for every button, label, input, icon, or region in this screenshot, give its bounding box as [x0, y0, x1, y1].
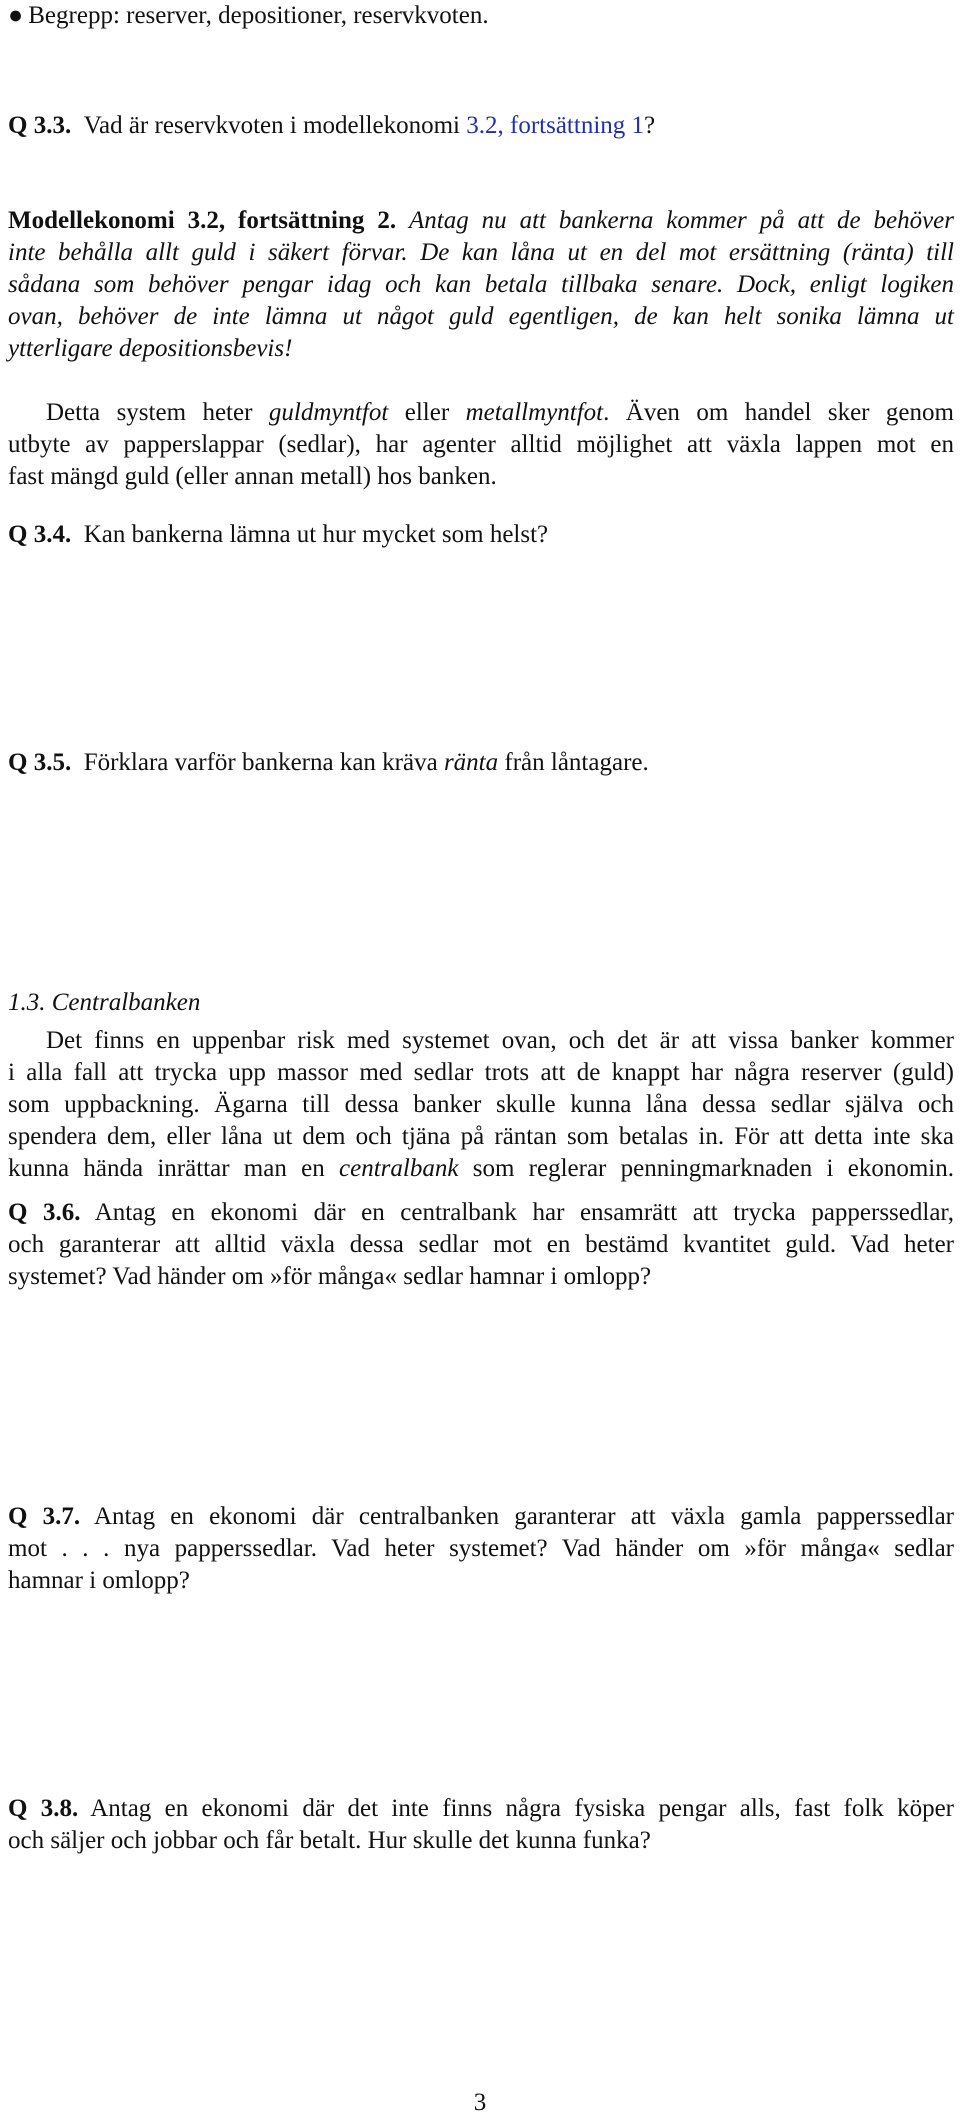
- question-text-line: systemet? Vad händer om »för många« sedlar hamnar i omlopp?: [8, 1263, 652, 1290]
- centralbank-text-line: spendera dem, eller låna ut dem och tjäna på räntan som betalas in. För att detta inte ska: [8, 1123, 954, 1150]
- system-text-line: fast mängd guld (eller annan metall) hos banken.: [8, 463, 497, 490]
- centralbank-text-line: Det finns en uppenbar risk med systemet ovan, och det är att vissa banker kommer: [46, 1027, 954, 1054]
- question-text: Vad är reservkvoten i modellekonomi: [83, 112, 467, 139]
- system-paragraph: [8, 397, 954, 493]
- model-text-line: ytterligare depositionsbevis!: [8, 335, 293, 362]
- question-term: ränta: [443, 749, 499, 776]
- question-label: Q 3.8.: [8, 1795, 79, 1822]
- question-3-3: [8, 110, 954, 142]
- question-text-end: ?: [644, 112, 656, 139]
- centralbank-text-line: i alla fall att trycka upp massor med sedlar trots att de knappt har några reserver (guld): [8, 1059, 954, 1086]
- system-term: metallmyntfot: [465, 399, 604, 426]
- question-text: Förklara varför bankerna kan kräva: [83, 749, 444, 776]
- centralbank-term: centralbank: [339, 1155, 459, 1182]
- system-text: eller: [388, 399, 466, 426]
- section-1-3-heading: [8, 987, 954, 1019]
- concepts-bullet: [8, 0, 954, 32]
- question-text-line: hamnar i omlopp?: [8, 1567, 190, 1594]
- system-text: . Även om handel sker genom: [603, 399, 954, 426]
- question-3-8: [8, 1793, 954, 1857]
- system-term: guldmyntfot: [268, 399, 389, 426]
- centralbank-text: kunna hända inrättar man en: [8, 1155, 340, 1182]
- question-label: Q 3.6.: [8, 1199, 81, 1226]
- question-text: Antag en ekonomi där en centralbank har ensamrätt att trycka papperssedlar,: [94, 1199, 955, 1226]
- question-label: Q 3.4.: [8, 521, 72, 548]
- centralbank-text: som reglerar penningmarknaden i ekonomin.: [458, 1155, 955, 1182]
- question-3-7: [8, 1501, 954, 1597]
- question-3-6: [8, 1197, 954, 1293]
- centralbank-paragraph: [8, 1025, 954, 1185]
- concepts-text: Begrepp: reserver, depositioner, reservkvoten.: [28, 2, 489, 29]
- question-text: Antag en ekonomi där det inte finns några fysiska pengar alls, fast folk köper: [90, 1795, 954, 1822]
- question-3-4: [8, 519, 954, 551]
- model-heading: Modellekonomi 3.2, fortsättning 2.: [8, 207, 397, 234]
- question-text: Antag en ekonomi där centralbanken garanterar att växla gamla papperssedlar: [93, 1503, 955, 1530]
- model-text-line: ovan, behöver de inte lämna ut något guld egentligen, de kan helt sonika lämna ut: [8, 303, 954, 330]
- question-text-line: mot . . . nya papperssedlar. Vad heter systemet? Vad händer om »för många« sedlar: [8, 1535, 954, 1562]
- page-number: 3: [473, 2089, 487, 2116]
- model-text-line: sådana som behöver pengar idag och kan betala tillbaka senare. Dock, enligt logiken: [8, 271, 954, 298]
- model-text-line: inte behålla allt guld i säkert förvar. De kan låna ut en del mot ersättning (ränta) till: [8, 239, 954, 266]
- model-reference-link[interactable]: 3.2, fortsättning 1: [466, 112, 645, 139]
- question-label: Q 3.3.: [8, 112, 72, 139]
- section-heading: 1.3. Centralbanken: [8, 989, 201, 1016]
- model-economy-paragraph: [8, 205, 954, 365]
- question-label: Q 3.7.: [8, 1503, 81, 1530]
- question-label: Q 3.5.: [8, 749, 72, 776]
- system-text-line: utbyte av papperslappar (sedlar), har agenter alltid möjlighet att växla lappen mot en: [8, 431, 954, 458]
- question-text-end: från låntagare.: [498, 749, 649, 776]
- system-text: Detta system heter: [46, 399, 269, 426]
- question-text-line: och garanterar att alltid växla dessa sedlar mot en bestämd kvantitet guld. Vad heter: [8, 1231, 954, 1258]
- bullet-marker: ●: [8, 2, 24, 29]
- centralbank-text-line: som uppbackning. Ägarna till dessa banker skulle kunna låna dessa sedlar själva och: [8, 1091, 954, 1118]
- question-text-line: och säljer och jobbar och får betalt. Hur skulle det kunna funka?: [8, 1827, 651, 1854]
- question-text: Kan bankerna lämna ut hur mycket som helst?: [83, 521, 549, 548]
- question-3-5: [8, 747, 954, 779]
- model-text-line: Antag nu att bankerna kommer på att de behöver: [409, 207, 954, 234]
